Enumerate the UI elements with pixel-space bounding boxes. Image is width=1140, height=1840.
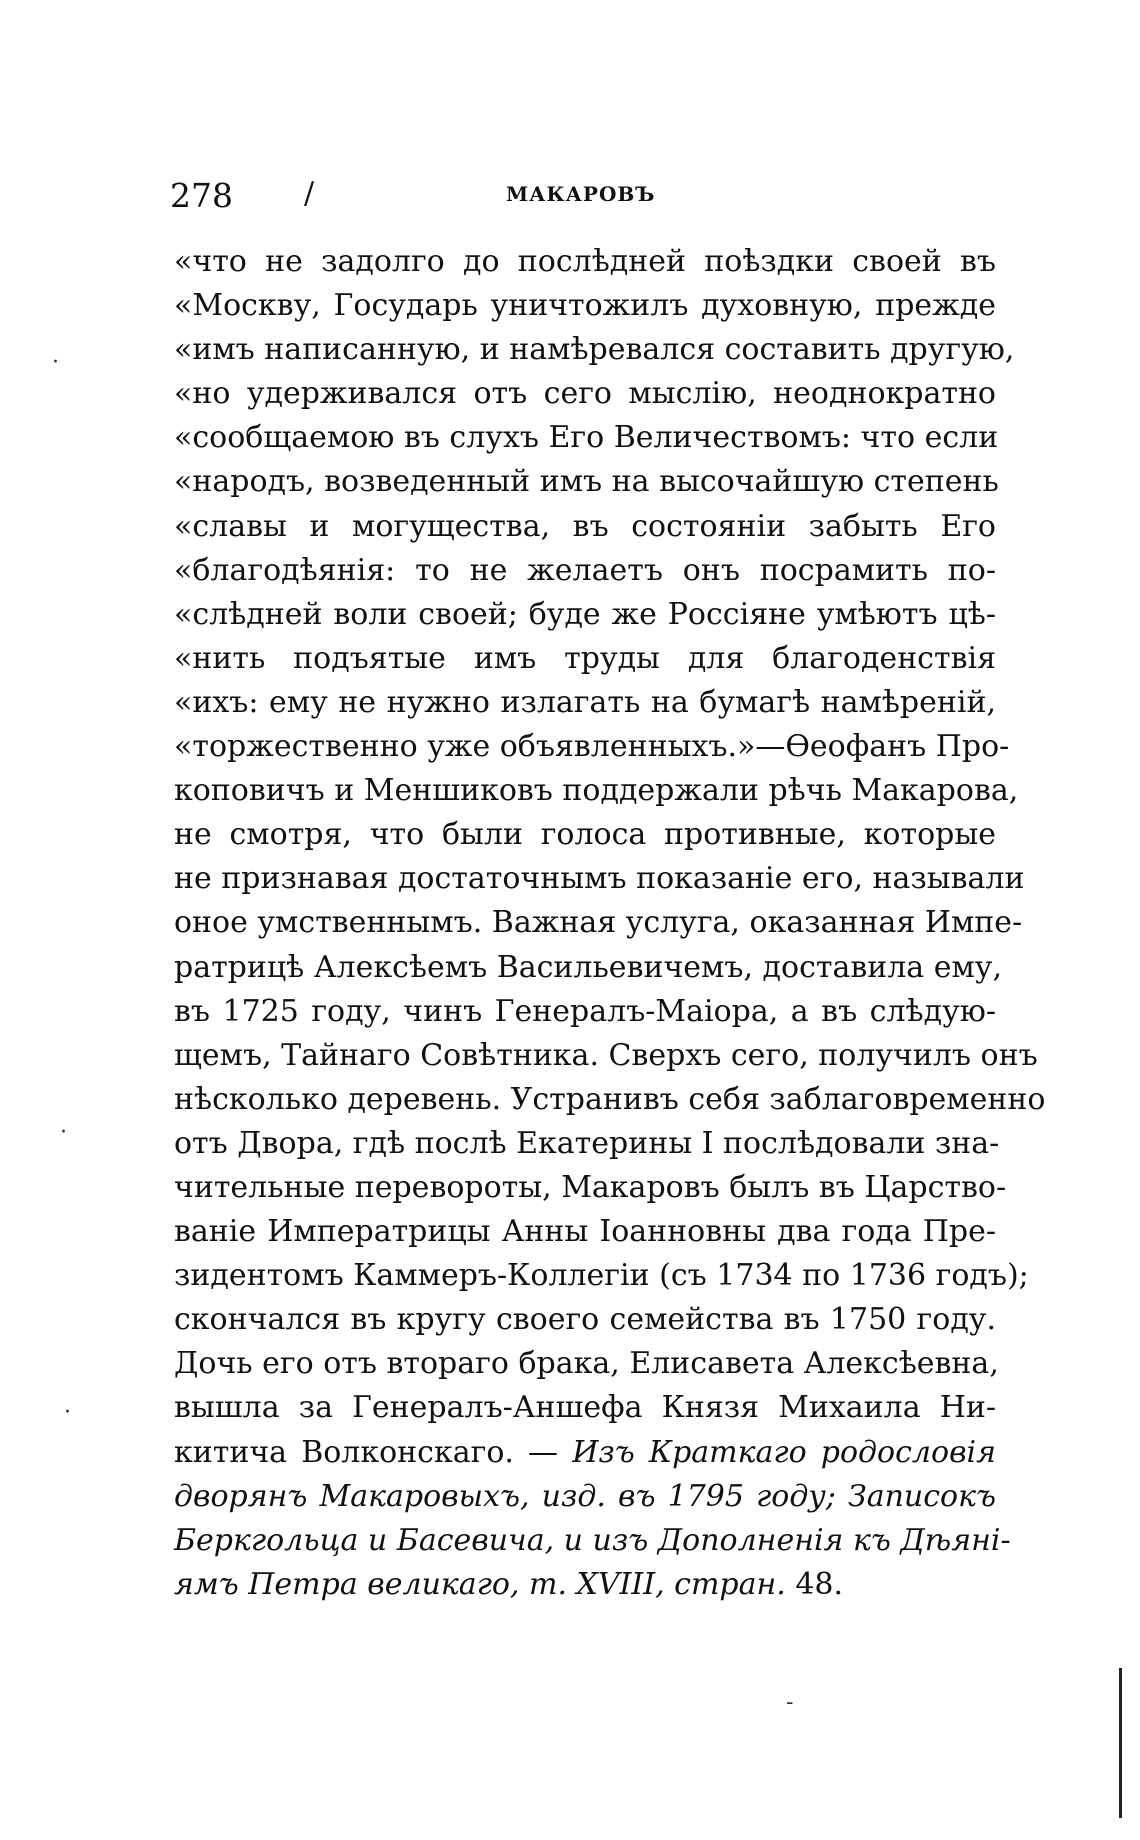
text-line: «Москву, Государь уничтожилъ духовную, прежде bbox=[174, 288, 996, 324]
page-header bbox=[170, 176, 990, 216]
text-line: «имъ написанную, и намѣревался составить другую, bbox=[174, 332, 1015, 368]
header-separator: / bbox=[304, 176, 315, 211]
text-line: въ 1725 году, чинъ Генералъ-Маіора, а въ слѣдую- bbox=[174, 993, 996, 1029]
text-line-mixed bbox=[174, 1431, 996, 1475]
text-line: «сообщаемою въ слухъ Его Величествомъ: что если bbox=[174, 420, 999, 456]
text-line: «ихъ: ему не нужно излагать на бумагѣ намѣреній, bbox=[174, 684, 996, 720]
text-line: нѣсколько деревень. Устранивъ себя заблаговременно bbox=[174, 1081, 1046, 1117]
scan-speck: - bbox=[786, 1690, 794, 1715]
text-line: не смотря, что были голоса противные, которые bbox=[174, 817, 996, 853]
text-line: коповичъ и Меншиковъ поддержали рѣчь Макарова, bbox=[174, 773, 1019, 809]
text-line-final bbox=[174, 1563, 996, 1607]
text-line: «слѣдней воли своей; буде же Россіяне умѣютъ цѣ- bbox=[174, 596, 996, 632]
text-line: ратрицѣ Алексѣемъ Васильевичемъ, доставила ему, bbox=[174, 949, 1002, 985]
text-line: вышла за Генералъ-Аншефа Князя Михаила Ни- bbox=[174, 1390, 996, 1426]
text-line: «но удерживался отъ сего мыслію, неоднократно bbox=[174, 376, 996, 412]
text-line: не признавая достаточнымъ показаніе его, называли bbox=[174, 861, 1025, 897]
source-citation: ямъ Петра великаго, т. XVIII, стран. bbox=[174, 1566, 786, 1602]
margin-rule bbox=[1119, 1668, 1122, 1818]
scan-speck: · bbox=[60, 1120, 67, 1145]
text-line: чительные перевороты, Макаровъ былъ въ Царство- bbox=[174, 1169, 1007, 1205]
text-line: оное умственнымъ. Важная услуга, оказанная Импе- bbox=[174, 905, 1023, 941]
text-line: «благодѣянія: то не желаетъ онъ посрамить по- bbox=[174, 552, 996, 588]
text-line: ваніе Императрицы Анны Іоанновны два года Пре- bbox=[174, 1214, 996, 1250]
text-line: «торжественно уже объявленныхъ.»—Ѳеофанъ Про- bbox=[174, 729, 1010, 765]
text-segment: китича Волконскаго. — bbox=[174, 1434, 573, 1470]
text-line: Дочь его отъ втораго брака, Елисавета Алексѣевна, bbox=[174, 1346, 999, 1382]
running-title: МАКАРОВЪ bbox=[506, 182, 656, 206]
text-line: зидентомъ Каммеръ-Коллегіи (съ 1734 по 1736 годъ); bbox=[174, 1258, 1029, 1294]
text-line: «народъ, возведенный имъ на высочайшую степень bbox=[174, 464, 999, 500]
text-line: щемъ, Тайнаго Совѣтника. Сверхъ сего, получилъ онъ bbox=[174, 1037, 1038, 1073]
text-line: «что не задолго до послѣдней поѣздки своей въ bbox=[174, 244, 996, 279]
source-citation-line: дворянъ Макаровыхъ, изд. въ 1795 году; Записокъ bbox=[174, 1478, 996, 1514]
scan-speck: · bbox=[64, 1400, 71, 1425]
body-text bbox=[174, 240, 1046, 1607]
text-line: «славы и могущества, въ состояніи забыть Его bbox=[174, 508, 996, 544]
source-citation-line: Беркгольца и Басевича, и изъ Дополненія къ Дѣяні- bbox=[174, 1522, 1011, 1558]
page-number: 278 bbox=[170, 176, 233, 215]
text-line: скончался въ кругу своего семейства въ 1750 году. bbox=[174, 1302, 996, 1338]
text-line: «нить подъятые имъ труды для благоденствія bbox=[174, 640, 996, 676]
page-reference: 48. bbox=[785, 1566, 844, 1602]
scan-speck: · bbox=[52, 350, 59, 375]
source-citation: Изъ Краткаго родословія bbox=[572, 1434, 996, 1470]
text-line: отъ Двора, гдѣ послѣ Екатерины I послѣдовали зна- bbox=[174, 1125, 1000, 1161]
